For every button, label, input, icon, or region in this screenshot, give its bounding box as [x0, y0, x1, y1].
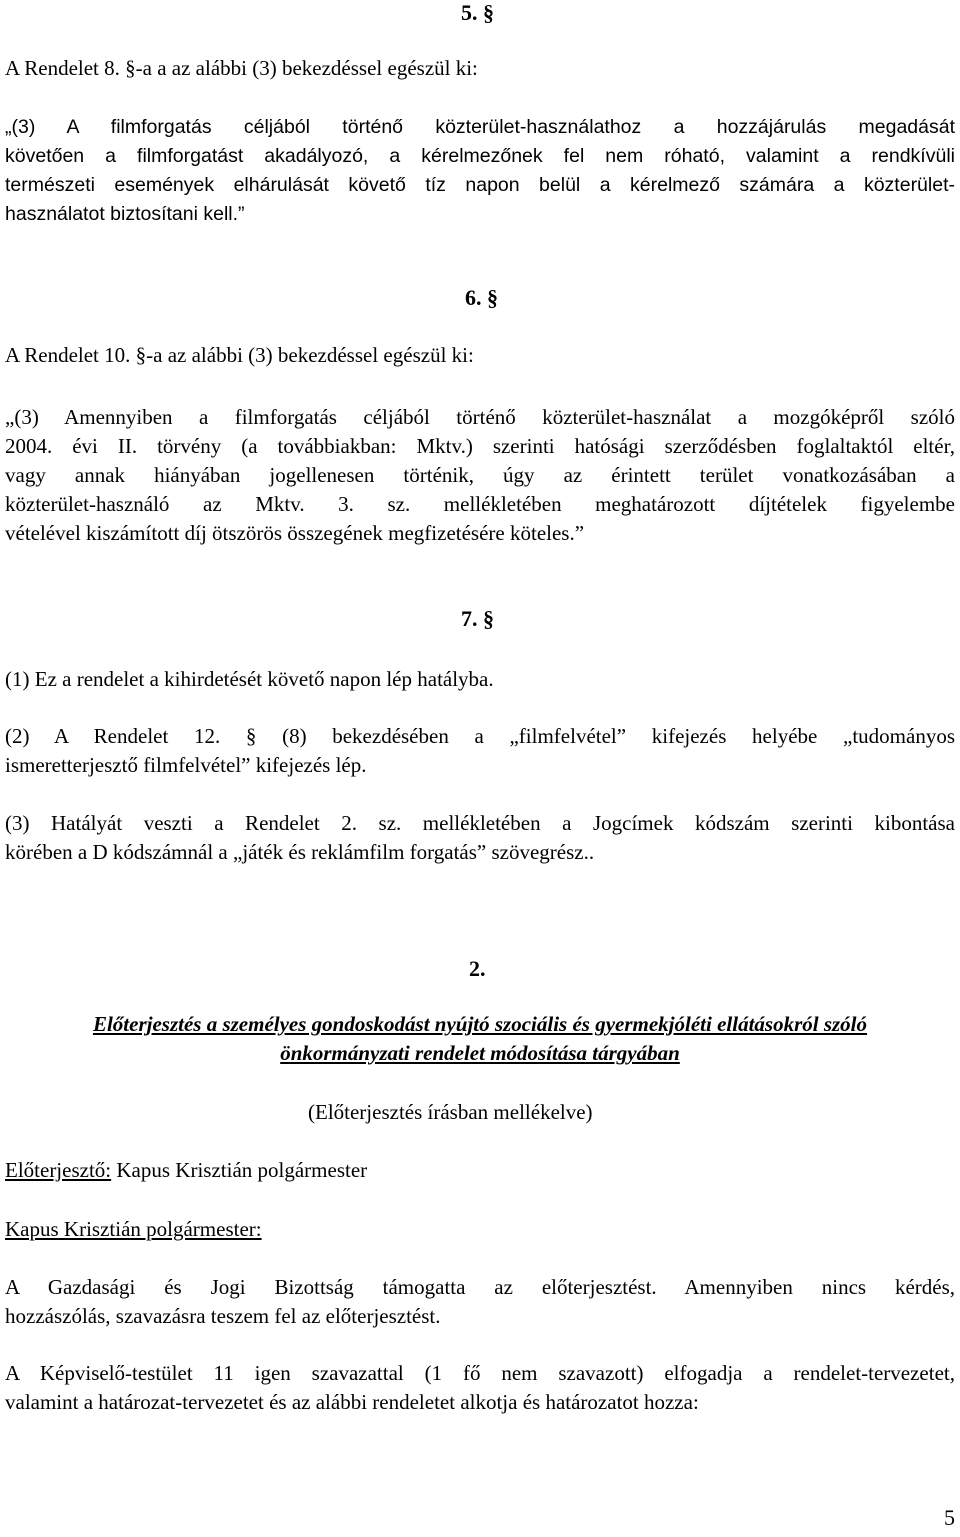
page-number: 5 [944, 1505, 955, 1530]
agenda-paragraph-1-line: hozzászólás, szavazásra teszem fel az előterjesztést. [5, 1304, 441, 1328]
section-7-paragraph-2-line: ismeretterjesztő filmfelvétel” kifejezés lép. [5, 753, 367, 777]
section-5-number: 5. § [461, 0, 494, 25]
presenter-name: Kapus Krisztián polgármester [111, 1158, 368, 1182]
section-6-number: 6. § [465, 285, 498, 310]
section-6-quote-line: „(3) Amennyiben a filmforgatás céljából történő közterület-használat a mozgóképről szóló [5, 405, 955, 429]
speaker-label: Kapus Krisztián polgármester: [5, 1217, 262, 1241]
section-7-paragraph-1: (1) Ez a rendelet a kihirdetését követő napon lép hatályba. [5, 667, 494, 691]
section-5-quote-line: használatot biztosítani kell.” [5, 203, 245, 225]
section-6-quote-line: közterület-használó az Mktv. 3. sz. mellékletében meghatározott díjtételek figyelembe [5, 492, 955, 516]
agenda-paragraph-1-line: A Gazdasági és Jogi Bizottság támogatta az előterjesztést. Amennyiben nincs kérdés, [5, 1275, 955, 1299]
section-5-quote-line: természeti események elhárulását követő tíz napon belül a kérelmező számára a közterület- [5, 174, 955, 196]
agenda-title-text: Előterjesztés a személyes gondoskodást nyújtó szociális és gyermekjóléti ellátásokról szóló [92, 1012, 868, 1036]
attachment-note: (Előterjesztés írásban mellékelve) [308, 1100, 593, 1124]
presenter-line [5, 1156, 955, 1185]
agenda-paragraph-2-line: valamint a határozat-tervezetet és az alábbi rendeletet alkotja és határozatot hozza: [5, 1390, 699, 1414]
agenda-item-number: 2. [469, 956, 486, 981]
section-5-intro: A Rendelet 8. §-a a az alábbi (3) bekezdéssel egészül ki: [5, 56, 478, 80]
presenter-label: Előterjesztő: [5, 1158, 112, 1182]
agenda-title-line-2 [5, 1041, 955, 1066]
section-7-number: 7. § [461, 606, 494, 631]
section-6-quote-line: vagy annak hiányában jogellenesen történik, úgy az érintett terület vonatkozásában a [5, 463, 955, 487]
agenda-paragraph-2-line: A Képviselő-testület 11 igen szavazattal (1 fő nem szavazott) elfogadja a rendelet-tervezetet, [5, 1361, 955, 1385]
speaker-line [5, 1215, 955, 1244]
section-5-quote-line: követően a filmforgatást akadályozó, a kérelmezőnek fel nem róható, valamint a rendkívüli [5, 145, 955, 167]
section-6-quote-line: 2004. évi II. törvény (a továbbiakban: Mktv.) szerinti hatósági szerződésben foglaltaktól eltér, [5, 434, 955, 458]
section-6-quote-line: vételével kiszámított díj ötszörös összegének megfizetésére köteles.” [5, 521, 585, 545]
section-5-quote-line: „(3) A filmforgatás céljából történő közterület-használathoz a hozzájárulás megadását [5, 116, 955, 138]
section-7-paragraph-2-line: (2) A Rendelet 12. § (8) bekezdésében a „filmfelvétel” kifejezés helyébe „tudományos [5, 724, 955, 748]
section-6-intro: A Rendelet 10. §-a az alábbi (3) bekezdéssel egészül ki: [5, 343, 474, 367]
agenda-title-text: önkormányzati rendelet módosítása tárgyában [280, 1041, 680, 1065]
agenda-title-line-1 [5, 1012, 955, 1037]
section-7-paragraph-3-line: körében a D kódszámnál a „játék és reklámfilm forgatás” szövegrész.. [5, 840, 595, 864]
section-7-paragraph-3-line: (3) Hatályát veszti a Rendelet 2. sz. mellékletében a Jogcímek kódszám szerinti kibontása [5, 811, 955, 835]
